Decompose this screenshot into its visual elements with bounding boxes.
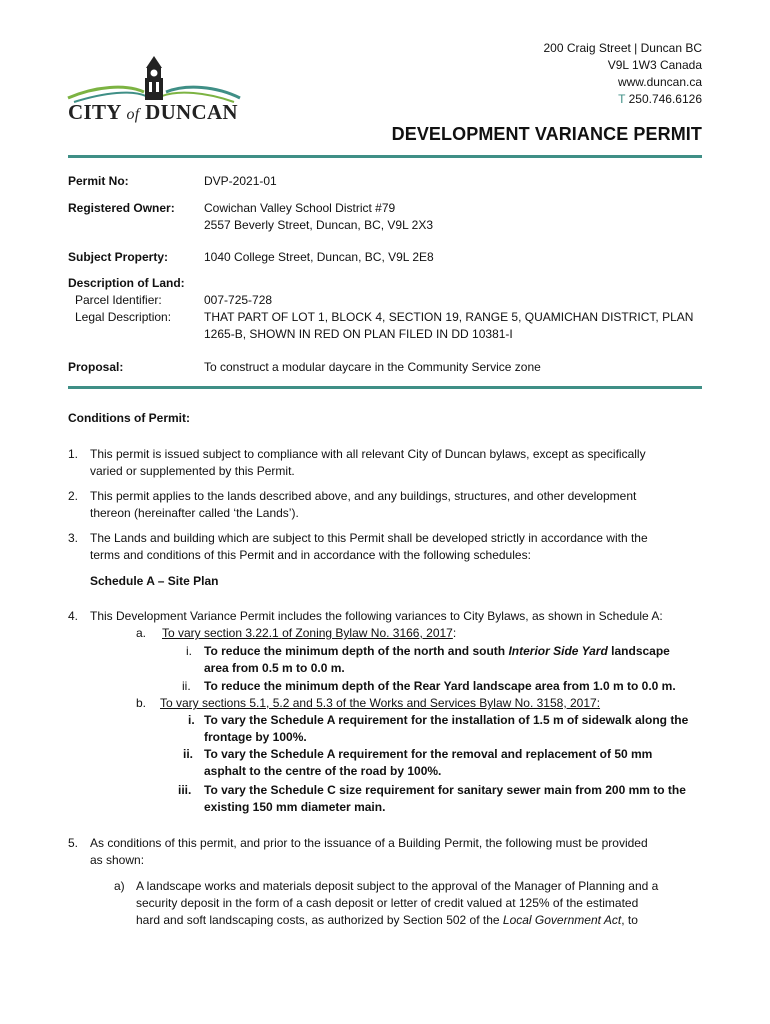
condition-2-num: 2.: [68, 489, 79, 503]
variance-b-i-line1: To vary the Schedule A requirement for the installation of 1.5 m of sidewalk along the: [204, 713, 689, 727]
condition-5a-line3-post: , to: [621, 913, 638, 927]
condition-5a-line3-em: Local Government Act: [502, 913, 622, 927]
condition-1-line2: varied or supplemented by this Permit.: [90, 464, 295, 478]
condition-2-line1: This permit applies to the lands described above, and any buildings, structures, and other development: [90, 489, 637, 503]
variance-b-num: b.: [136, 696, 147, 710]
address-line1: 200 Craig Street | Duncan BC: [543, 41, 702, 55]
condition-3-line2: terms and conditions of this Permit and in accordance with the following schedules:: [90, 548, 531, 562]
condition-4-num: 4.: [68, 609, 79, 623]
variance-b-i-num: i.: [188, 713, 195, 727]
owner-label: Registered Owner:: [68, 201, 175, 215]
owner-line1: Cowichan Valley School District #79: [204, 201, 396, 215]
logo-of: of: [126, 106, 140, 123]
variance-b-ii-num: ii.: [183, 747, 194, 761]
condition-4-line1: This Development Variance Permit includes the following variances to City Bylaws, as shown in Schedule A:: [90, 609, 663, 623]
variance-a-i-pre: To reduce the minimum depth of the north and south: [204, 644, 509, 658]
variance-a-ii-num: ii.: [182, 679, 191, 693]
phone-number: 250.746.6126: [628, 92, 702, 106]
condition-5a-line3-pre: hard and soft landscaping costs, as authorized by Section 502 of the: [136, 913, 503, 927]
pid-value: 007-725-728: [204, 293, 273, 307]
condition-5a-line1: A landscape works and materials deposit subject to the approval of the Manager of Planning and a: [136, 879, 659, 893]
logo-duncan: DUNCAN: [145, 100, 238, 124]
proposal-value: To construct a modular daycare in the Community Service zone: [204, 360, 541, 374]
variance-a-i-line2: area from 0.5 m to 0.0 m.: [204, 661, 345, 675]
variance-a-colon: :: [452, 626, 457, 640]
bottom-divider: [68, 386, 702, 389]
variance-a-i-num: i.: [186, 644, 192, 658]
address-line2: V9L 1W3 Canada: [607, 58, 702, 72]
legal-line2: 1265-B, SHOWN IN RED ON PLAN FILED IN DD 10381-I: [204, 327, 513, 341]
property-label: Subject Property:: [68, 250, 169, 264]
variance-a-text: [162, 625, 456, 642]
variance-b-ii-line1: To vary the Schedule A requirement for the removal and replacement of 50 mm: [204, 747, 653, 761]
variance-b-i-line2: frontage by 100%.: [204, 730, 307, 744]
top-divider: [68, 155, 702, 158]
condition-5a-line3: [136, 912, 638, 929]
variance-a-title: To vary section 3.22.1 of Zoning Bylaw No. 3166, 2017: [162, 626, 453, 640]
variance-a-i-post: landscape: [607, 644, 670, 658]
schedule-a-label: Schedule A – Site Plan: [90, 574, 219, 588]
condition-3-num: 3.: [68, 531, 79, 545]
city-address: [543, 40, 702, 108]
variance-a-ii-line1: To reduce the minimum depth of the Rear Yard landscape area from 1.0 m to 0.0 m.: [204, 679, 676, 693]
owner-line2: 2557 Beverly Street, Duncan, BC, V9L 2X3: [204, 218, 434, 232]
legal-label: Legal Description:: [75, 310, 172, 324]
condition-1-num: 1.: [68, 447, 79, 461]
website-link[interactable]: www.duncan.ca: [617, 75, 702, 89]
condition-5a-num: a): [114, 879, 125, 893]
property-value: 1040 College Street, Duncan, BC, V9L 2E8: [204, 250, 434, 264]
variance-b-iii-line1: To vary the Schedule C size requirement for sanitary sewer main from 200 mm to the: [204, 783, 686, 797]
phone-line: [543, 91, 702, 108]
condition-5-num: 5.: [68, 836, 79, 850]
variance-a-i-line1: [204, 643, 670, 660]
condition-5-line1: As conditions of this permit, and prior to the issuance of a Building Permit, the following must be provided: [90, 836, 648, 850]
land-label: Description of Land:: [68, 276, 185, 290]
variance-b-ii-line2: asphalt to the centre of the road by 100%.: [204, 764, 442, 778]
variance-a-num: a.: [136, 626, 147, 640]
city-logo: [66, 54, 242, 124]
condition-5a-line2: security deposit in the form of a cash deposit or letter of credit valued at 125% of the estimated: [136, 896, 639, 910]
variance-b-iii-num: iii.: [178, 783, 192, 797]
permit-no-value: DVP-2021-01: [204, 174, 277, 188]
condition-5-line2: as shown:: [90, 853, 145, 867]
clock-tower-icon: [66, 54, 242, 104]
condition-1-line1: This permit is issued subject to compliance with all relevant City of Duncan bylaws, except as specifically: [90, 447, 646, 461]
condition-2-line2: thereon (hereinafter called ‘the Lands’).: [90, 506, 299, 520]
condition-3-line1: The Lands and building which are subject to this Permit shall be developed strictly in accordance with the: [90, 531, 648, 545]
variance-a-i-em: Interior Side Yard: [508, 644, 608, 658]
variance-b-text: To vary sections 5.1, 5.2 and 5.3 of the Works and Services Bylaw No. 3158, 2017:: [160, 696, 601, 710]
proposal-label: Proposal:: [68, 360, 124, 374]
variance-b-iii-line2: existing 150 mm diameter main.: [204, 800, 386, 814]
legal-line1: THAT PART OF LOT 1, BLOCK 4, SECTION 19, RANGE 5, QUAMICHAN DISTRICT, PLAN: [204, 310, 694, 324]
permit-no-label: Permit No:: [68, 174, 129, 188]
phone-prefix: T: [618, 92, 626, 106]
pid-label: Parcel Identifier:: [75, 293, 162, 307]
conditions-heading: Conditions of Permit:: [68, 411, 190, 425]
document-title: DEVELOPMENT VARIANCE PERMIT: [391, 124, 702, 144]
logo-city: CITY: [68, 100, 121, 124]
